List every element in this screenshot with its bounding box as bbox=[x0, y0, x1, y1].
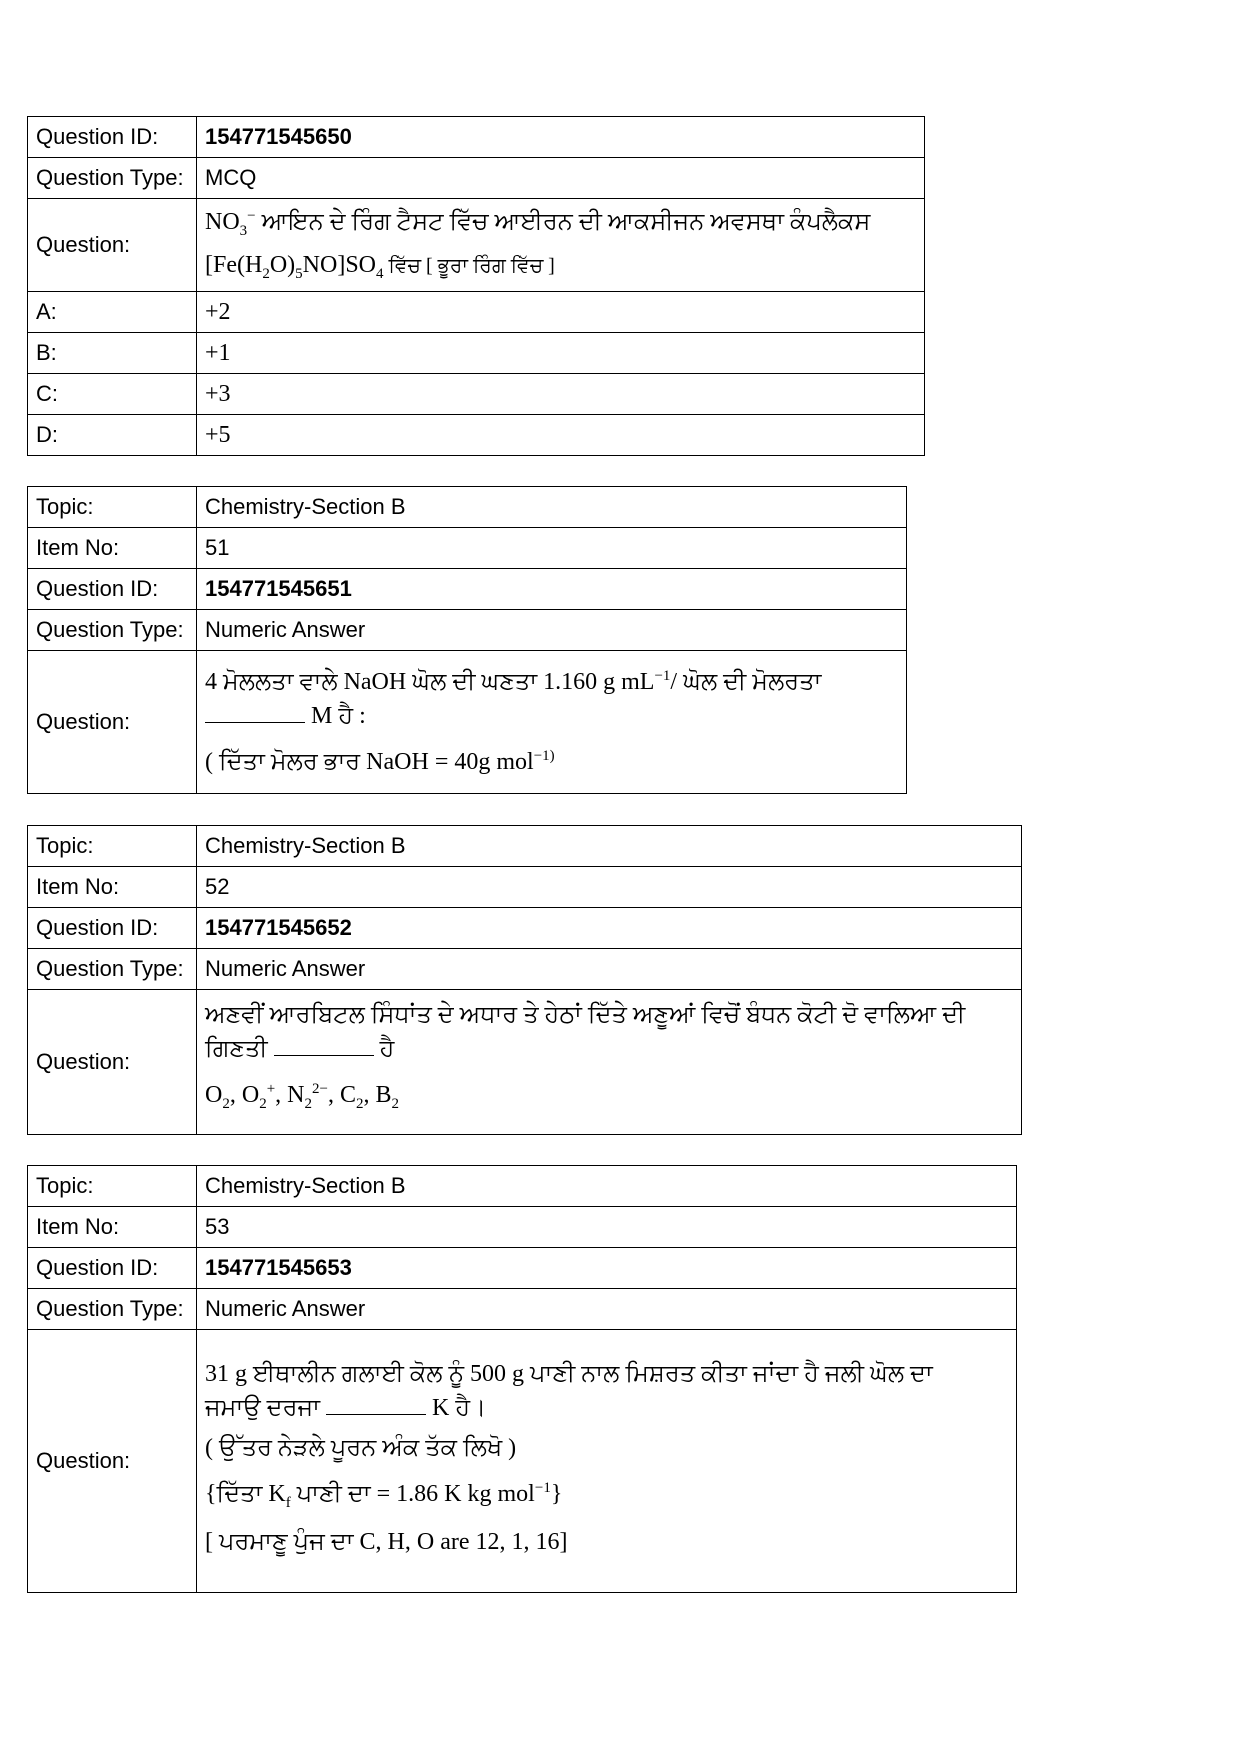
question-table-2 bbox=[27, 486, 907, 794]
question-id-row bbox=[28, 908, 1022, 949]
question-line bbox=[205, 1391, 1008, 1425]
option-c-row bbox=[28, 374, 925, 415]
formula-text: [Fe(H bbox=[205, 252, 263, 278]
answer-blank bbox=[326, 1392, 426, 1415]
topic-row bbox=[28, 1166, 1017, 1207]
formula-text: NO]SO bbox=[302, 252, 376, 278]
formula-text: , N bbox=[275, 1081, 305, 1108]
question-type-label: Question Type: bbox=[28, 1289, 197, 1330]
topic-row bbox=[28, 487, 907, 528]
item-no-row bbox=[28, 867, 1022, 908]
formula-text: O bbox=[205, 1081, 223, 1108]
question-text-segment: K ਹੈ। bbox=[425, 1394, 487, 1421]
formula-text: NO bbox=[205, 209, 240, 236]
question-line: [ ਪਰਮਾਣੂ ਪੁੰਜ ਦਾ C, H, O are 12, 1, 16] bbox=[205, 1529, 568, 1556]
subscript: 2 bbox=[222, 1095, 230, 1112]
question-line: 31 g ਈਥਾਲੀਨ ਗਲਾਈ ਕੋਲ ਨੂੰ 500 g ਪਾਣੀ ਨਾਲ ਮਿਸ਼ਰਤ ਕੀਤਾ ਜਾਂਦਾ ਹੈ ਜਲੀ ਘੋਲ ਦਾ bbox=[205, 1360, 933, 1387]
question-row bbox=[28, 199, 925, 292]
option-d-row bbox=[28, 415, 925, 456]
question-text-segment: ਗਿਣਤੀ bbox=[205, 1035, 268, 1062]
option-b-label: B: bbox=[28, 333, 197, 374]
question-text-segment: M ਹੈ : bbox=[305, 703, 366, 729]
question-id-label: Question ID: bbox=[28, 1248, 197, 1289]
question-type-label: Question Type: bbox=[28, 610, 197, 651]
question-line bbox=[205, 739, 898, 779]
item-no-value: 52 bbox=[197, 867, 1022, 908]
topic-value: Chemistry-Section B bbox=[197, 826, 1022, 867]
subscript: 3 bbox=[239, 223, 248, 239]
item-no-label: Item No: bbox=[28, 867, 197, 908]
question-table-4 bbox=[27, 1165, 1017, 1593]
question-id-value: 154771545650 bbox=[197, 117, 925, 158]
formula-list bbox=[205, 1072, 1013, 1121]
subscript: 4 bbox=[376, 265, 384, 282]
question-id-row bbox=[28, 117, 925, 158]
superscript: −1) bbox=[533, 748, 555, 764]
question-text-segment: / ਘੋਲ ਦੀ ਮੋਲਰਤਾ bbox=[670, 669, 822, 695]
question-text-segment: ਵਿੱਚ [ ਭੂਰਾ ਰਿੰਗ ਵਿੱਚ ] bbox=[383, 255, 555, 277]
item-no-row bbox=[28, 1207, 1017, 1248]
superscript: − bbox=[247, 208, 256, 225]
option-d-label: D: bbox=[28, 415, 197, 456]
option-c-value: +3 bbox=[197, 374, 925, 415]
subscript: 5 bbox=[295, 265, 303, 282]
question-type-value: Numeric Answer bbox=[197, 610, 907, 651]
question-id-label: Question ID: bbox=[28, 569, 197, 610]
option-b-value: +1 bbox=[197, 333, 925, 374]
question-text-segment: ਜਮਾਉ ਦਰਜਾ bbox=[205, 1394, 320, 1421]
formula-text: O) bbox=[269, 252, 296, 278]
question-label: Question: bbox=[28, 990, 197, 1135]
answer-blank bbox=[274, 1033, 374, 1056]
subscript: 2 bbox=[391, 1095, 399, 1112]
option-a-row bbox=[28, 292, 925, 333]
option-d-value: +5 bbox=[197, 415, 925, 456]
question-text bbox=[197, 651, 907, 794]
answer-blank bbox=[205, 700, 305, 723]
question-type-row bbox=[28, 949, 1022, 990]
question-line bbox=[205, 699, 898, 733]
question-row bbox=[28, 651, 907, 794]
item-no-value: 53 bbox=[197, 1207, 1017, 1248]
question-id-row bbox=[28, 1248, 1017, 1289]
question-line bbox=[205, 199, 916, 248]
question-id-label: Question ID: bbox=[28, 908, 197, 949]
item-no-value: 51 bbox=[197, 528, 907, 569]
question-line: ( ਉੱਤਰ ਨੇੜਲੇ ਪੂਰਨ ਅੰਕ ਤੱਕ ਲਿਖੋ ) bbox=[205, 1434, 517, 1461]
subscript: 2 bbox=[259, 1095, 267, 1112]
formula-text: , B bbox=[363, 1081, 392, 1108]
question-type-value: Numeric Answer bbox=[197, 1289, 1017, 1330]
question-text bbox=[197, 199, 925, 292]
superscript: −1 bbox=[654, 668, 671, 684]
option-a-label: A: bbox=[28, 292, 197, 333]
question-row bbox=[28, 990, 1022, 1135]
question-type-row bbox=[28, 1289, 1017, 1330]
question-line bbox=[205, 248, 916, 291]
question-table-3 bbox=[27, 825, 1022, 1135]
topic-value: Chemistry-Section B bbox=[197, 487, 907, 528]
question-line: ਅਣਵੀਂ ਆਰਬਿਟਲ ਸਿੰਧਾਂਤ ਦੇ ਅਧਾਰ ਤੇ ਹੇਠਾਂ ਦਿੱਤੇ ਅਣੂਆਂ ਵਿਚੋਂ ਬੰਧਨ ਕੋਟੀ ਦੋ ਵਾਲਿਆ ਦੀ bbox=[205, 1001, 966, 1028]
question-text-segment: 4 ਮੋਲਲਤਾ ਵਾਲੇ NaOH ਘੋਲ ਦੀ ਘਣਤਾ 1.160 g mL bbox=[205, 669, 655, 695]
question-line bbox=[205, 659, 898, 699]
subscript: 2 bbox=[355, 1095, 364, 1112]
item-no-label: Item No: bbox=[28, 1207, 197, 1248]
question-type-row bbox=[28, 610, 907, 651]
question-row bbox=[28, 1330, 1017, 1593]
formula-text: , O bbox=[229, 1081, 260, 1108]
question-type-value: MCQ bbox=[197, 158, 925, 199]
item-no-row bbox=[28, 528, 907, 569]
subscript: f bbox=[285, 1494, 291, 1511]
question-type-value: Numeric Answer bbox=[197, 949, 1022, 990]
question-id-value: 154771545653 bbox=[197, 1248, 1017, 1289]
question-text-segment: ਪਾਣੀ ਦਾ = 1.86 K kg mol bbox=[290, 1480, 535, 1507]
superscript: −1 bbox=[534, 1479, 551, 1496]
question-text-segment: ( ਦਿੱਤਾ ਮੋਲਰ ਭਾਰ NaOH = 40g mol bbox=[205, 749, 534, 775]
topic-value: Chemistry-Section B bbox=[197, 1166, 1017, 1207]
question-type-label: Question Type: bbox=[28, 158, 197, 199]
question-label: Question: bbox=[28, 1330, 197, 1593]
option-c-label: C: bbox=[28, 374, 197, 415]
question-id-label: Question ID: bbox=[28, 117, 197, 158]
question-id-value: 154771545651 bbox=[197, 569, 907, 610]
topic-label: Topic: bbox=[28, 826, 197, 867]
question-label: Question: bbox=[28, 199, 197, 292]
question-id-value: 154771545652 bbox=[197, 908, 1022, 949]
question-table-1 bbox=[27, 116, 925, 456]
question-text-segment: } bbox=[550, 1480, 563, 1507]
question-text bbox=[197, 990, 1022, 1135]
option-a-value: +2 bbox=[197, 292, 925, 333]
question-text-segment: ਆਇਨ ਦੇ ਰਿੰਗ ਟੈਸਟ ਵਿੱਚ ਆਈਰਨ ਦੀ ਆਕਸੀਜਨ ਅਵਸਥਾ ਕੰਪਲੈਕਸ bbox=[255, 209, 871, 236]
topic-label: Topic: bbox=[28, 487, 197, 528]
superscript: 2− bbox=[312, 1080, 328, 1097]
question-label: Question: bbox=[28, 651, 197, 794]
topic-label: Topic: bbox=[28, 1166, 197, 1207]
question-text-segment: ਹੈ bbox=[373, 1035, 395, 1062]
question-text-segment: {ਦਿੱਤਾ K bbox=[205, 1480, 286, 1507]
question-type-label: Question Type: bbox=[28, 949, 197, 990]
formula-text: , C bbox=[327, 1081, 356, 1108]
question-line bbox=[205, 1032, 1013, 1066]
question-type-row bbox=[28, 158, 925, 199]
subscript: 2 bbox=[262, 265, 270, 282]
option-b-row bbox=[28, 333, 925, 374]
question-text bbox=[197, 1330, 1017, 1593]
superscript: + bbox=[266, 1080, 276, 1097]
question-line bbox=[205, 1471, 1008, 1520]
item-no-label: Item No: bbox=[28, 528, 197, 569]
topic-row bbox=[28, 826, 1022, 867]
question-id-row bbox=[28, 569, 907, 610]
subscript: 2 bbox=[304, 1095, 312, 1112]
